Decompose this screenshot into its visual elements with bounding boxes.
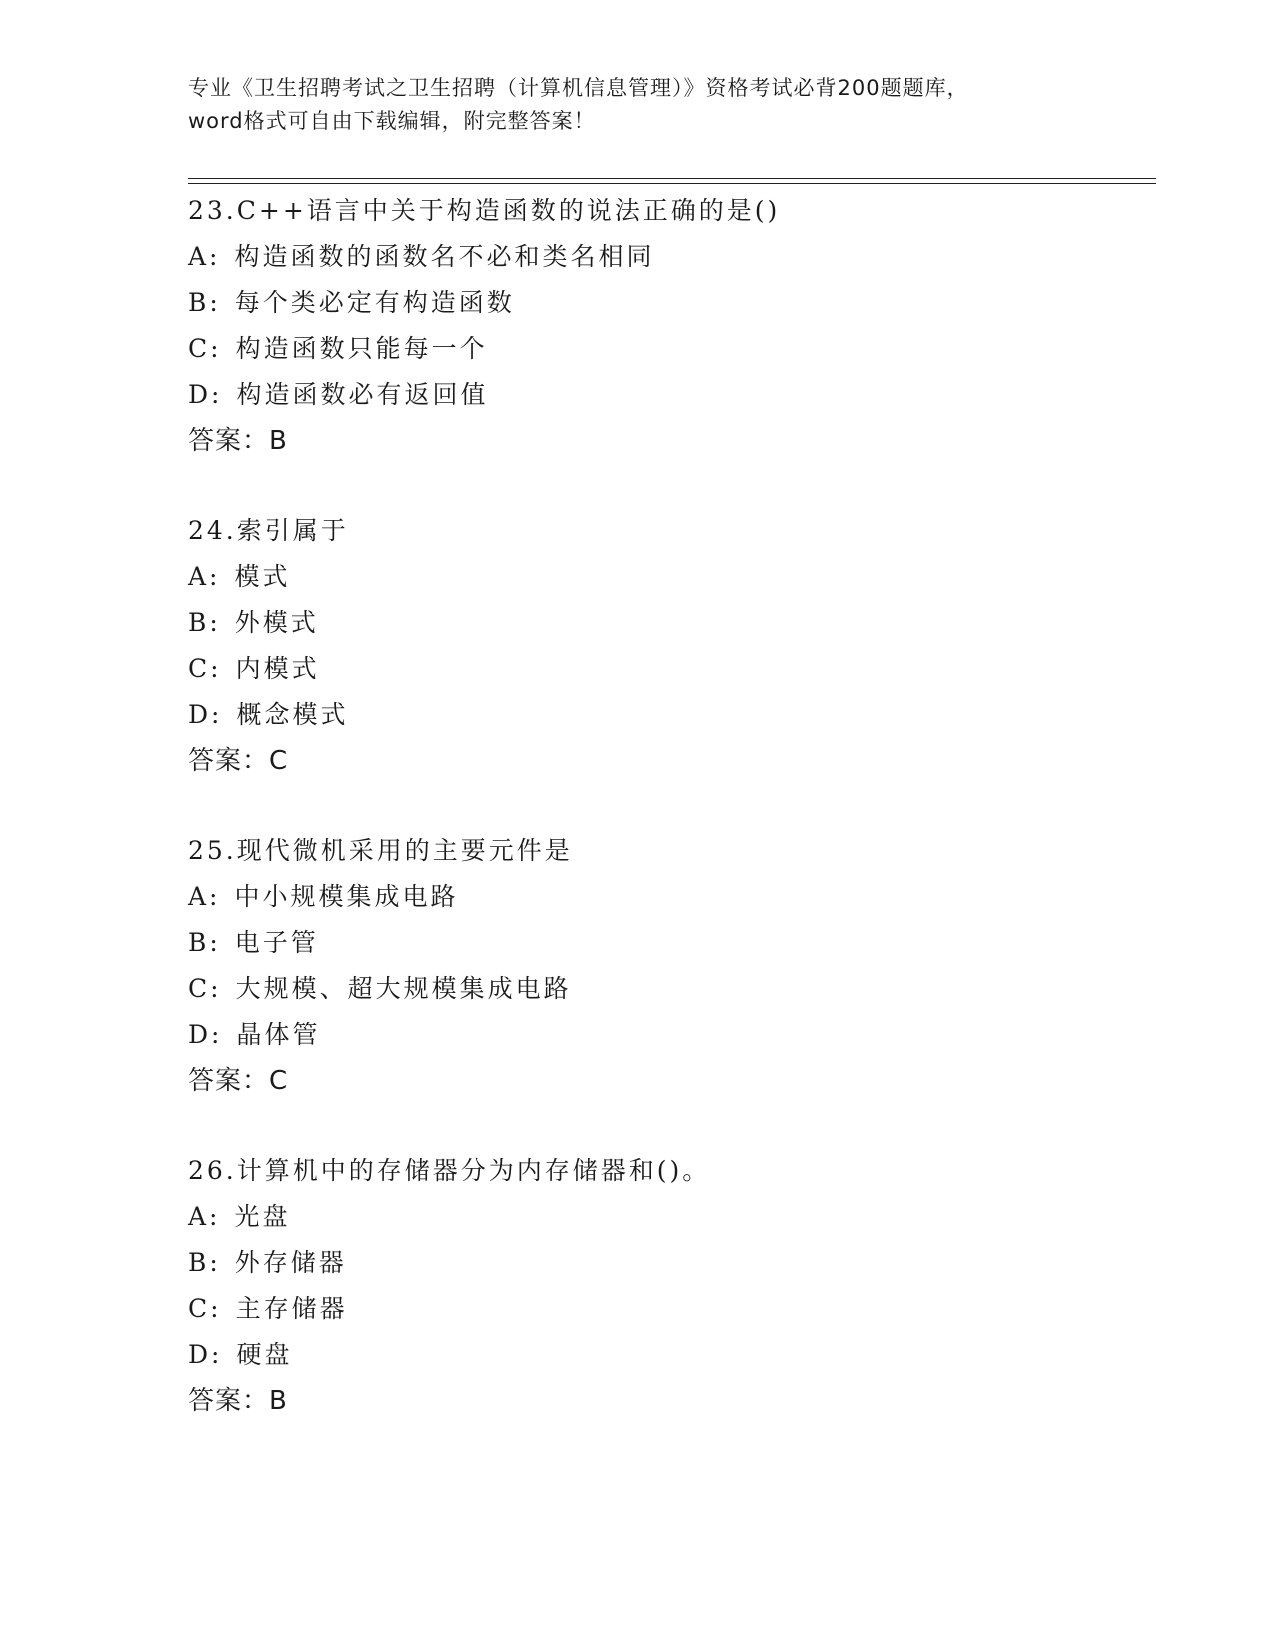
question-25 [188,828,1148,1104]
option-c [188,326,1148,372]
option-letter: D: [188,380,223,409]
option-b [188,920,1148,966]
option-text: 构造函数必有返回值 [236,380,489,409]
question-26 [188,1148,1148,1424]
document-header [188,72,1148,138]
option-b [188,600,1148,646]
option-text: 内模式 [235,654,320,683]
option-letter: A: [188,882,221,911]
option-d [188,1332,1148,1378]
answer-line: 答案：B [188,426,288,456]
question-stem: 23.C++语言中关于构造函数的说法正确的是() [188,196,781,225]
option-text: 模式 [234,562,291,591]
option-d [188,372,1148,418]
question-24 [188,508,1148,784]
option-letter: D: [188,1020,223,1049]
option-text: 每个类必定有构造函数 [234,288,515,317]
question-23 [188,188,1148,464]
option-text: 光盘 [234,1202,291,1231]
answer-line: 答案：B [188,1386,288,1416]
option-text: 中小规模集成电路 [234,882,459,911]
option-c [188,646,1148,692]
option-letter: D: [188,700,223,729]
option-letter: C: [188,1294,222,1323]
option-d [188,692,1148,738]
option-letter: A: [188,562,221,591]
question-list [188,188,1148,1468]
option-text: 外存储器 [234,1248,347,1277]
option-d [188,1012,1148,1058]
option-text: 构造函数的函数名不必和类名相同 [234,242,655,271]
option-text: 构造函数只能每一个 [235,334,488,363]
option-text: 概念模式 [236,700,349,729]
option-a [188,1194,1148,1240]
option-a [188,234,1148,280]
question-stem: 25.现代微机采用的主要元件是 [188,836,573,865]
option-letter: A: [188,242,221,271]
option-c [188,966,1148,1012]
option-b [188,280,1148,326]
option-letter: B: [188,288,221,317]
option-b [188,1240,1148,1286]
option-a [188,874,1148,920]
header-divider-top [188,178,1156,179]
question-stem: 24.索引属于 [188,516,349,545]
header-divider-bottom [188,183,1156,184]
option-letter: A: [188,1202,221,1231]
option-a [188,554,1148,600]
answer-line: 答案：C [188,1066,289,1096]
header-line-2: word格式可自由下载编辑，附完整答案！ [188,109,596,133]
option-letter: B: [188,1248,221,1277]
option-letter: B: [188,928,221,957]
header-line-1: 专业《卫生招聘考试之卫生招聘（计算机信息管理）》资格考试必背200题题库， [188,76,969,100]
option-c [188,1286,1148,1332]
option-letter: C: [188,334,222,363]
option-text: 晶体管 [236,1020,321,1049]
option-text: 外模式 [234,608,319,637]
option-text: 硬盘 [236,1340,293,1369]
option-letter: C: [188,974,222,1003]
option-text: 大规模、超大规模集成电路 [235,974,572,1003]
option-text: 电子管 [234,928,319,957]
answer-line: 答案：C [188,746,289,776]
option-letter: C: [188,654,222,683]
option-text: 主存储器 [235,1294,348,1323]
option-letter: B: [188,608,221,637]
question-stem: 26.计算机中的存储器分为内存储器和()。 [188,1156,711,1185]
option-letter: D: [188,1340,223,1369]
